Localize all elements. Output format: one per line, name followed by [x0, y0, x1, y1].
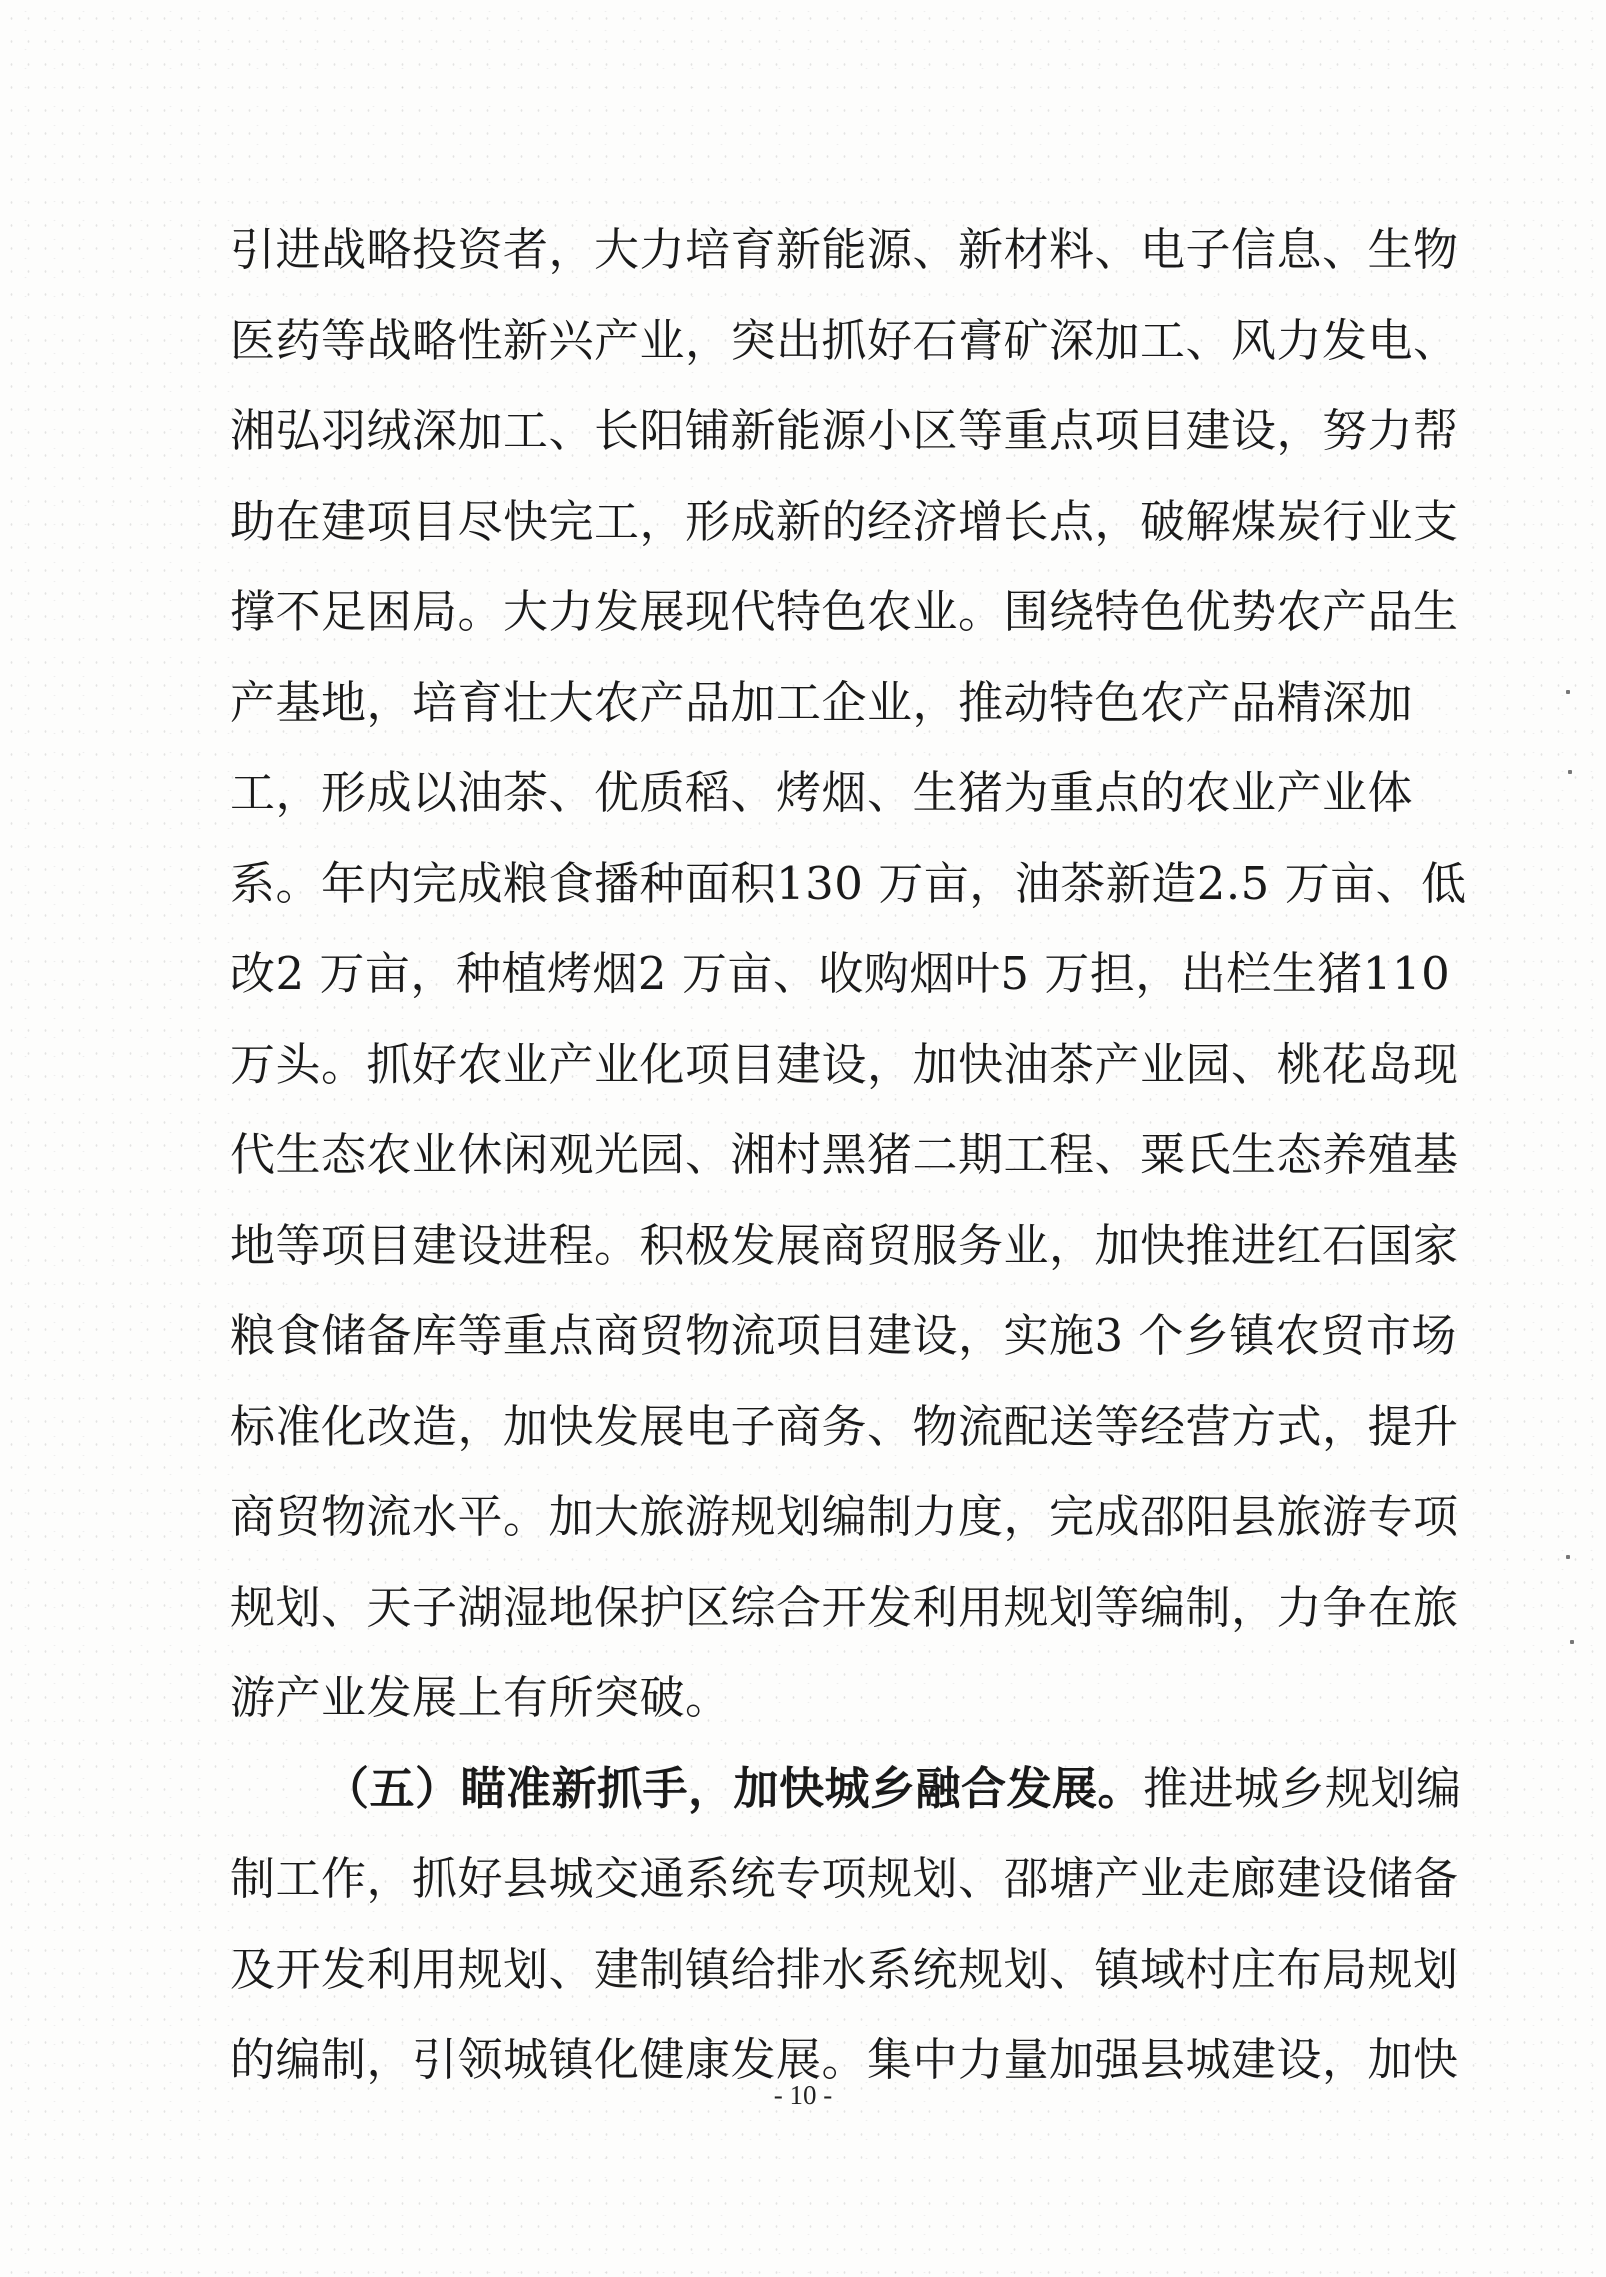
- page-number: - 10 -: [773, 2080, 833, 2110]
- text-line: 引进战略投资者，大力培育新能源、新材料、电子信息、生物: [230, 223, 1459, 276]
- section-first-line: [230, 1744, 1462, 1835]
- text-line: 万头。抓好农业产业化项目建设，加快油茶产业园、桃花岛现: [230, 1037, 1459, 1091]
- section-heading: （五）瞄准新抓手，加快城乡融合发展。: [324, 1761, 1144, 1815]
- scan-artifact: [1568, 770, 1572, 774]
- text-line: 工，形成以油茶、优质稻、烤烟、生猪为重点的农业产业体: [230, 766, 1414, 819]
- text-line: 制工作，抓好县城交通系统专项规划、邵塘产业走廊建设储备: [230, 1852, 1459, 1905]
- scan-artifact: [1566, 690, 1570, 694]
- text-line: 湘弘羽绒深加工、长阳铺新能源小区等重点项目建设，努力帮: [230, 404, 1459, 457]
- text-line: 规划、天子湖湿地保护区综合开发利用规划等编制，力争在旅: [230, 1580, 1459, 1634]
- text-line: 粮食储备库等重点商贸物流项目建设，实施3 个乡镇农贸市场: [230, 1309, 1457, 1362]
- text-line: 医药等战略性新兴产业，突出抓好石膏矿深加工、风力发电、: [230, 313, 1459, 367]
- paragraph-last-line: 游产业发展上有所突破。: [230, 1671, 731, 1724]
- text-line: 代生态农业休闲观光园、湘村黑猪二期工程、粟氏生态养殖基: [230, 1128, 1459, 1181]
- text-line: 助在建项目尽快完工，形成新的经济增长点，破解煤炭行业支: [230, 494, 1459, 548]
- scan-artifact: [1570, 1640, 1574, 1644]
- text-line: 系。年内完成粮食播种面积130 万亩，油茶新造2.5 万亩、低: [230, 856, 1467, 910]
- text-line: 商贸物流水平。加大旅游规划编制力度，完成邵阳县旅游专项: [230, 1490, 1459, 1543]
- section-first-line-text: 推进城乡规划编: [1143, 1761, 1462, 1815]
- scan-artifact: [1566, 1555, 1570, 1559]
- document-body: [230, 205, 1467, 2106]
- text-line: 地等项目建设进程。积极发展商贸服务业，加快推进红石国家: [230, 1218, 1459, 1272]
- text-line: 撑不足困局。大力发展现代特色农业。围绕特色优势农产品生: [230, 585, 1459, 638]
- text-line: 的编制，引领城镇化健康发展。集中力量加强县城建设，加快: [230, 2033, 1459, 2086]
- text-line: 改2 万亩，种植烤烟2 万亩、收购烟叶5 万担，出栏生猪110: [230, 947, 1451, 1000]
- text-line: 及开发利用规划、建制镇给排水系统规划、镇域村庄布局规划: [230, 1942, 1459, 1996]
- text-line: 产基地，培育壮大农产品加工企业，推动特色农产品精深加: [230, 675, 1414, 729]
- text-line: 标准化改造，加快发展电子商务、物流配送等经营方式，提升: [230, 1399, 1459, 1453]
